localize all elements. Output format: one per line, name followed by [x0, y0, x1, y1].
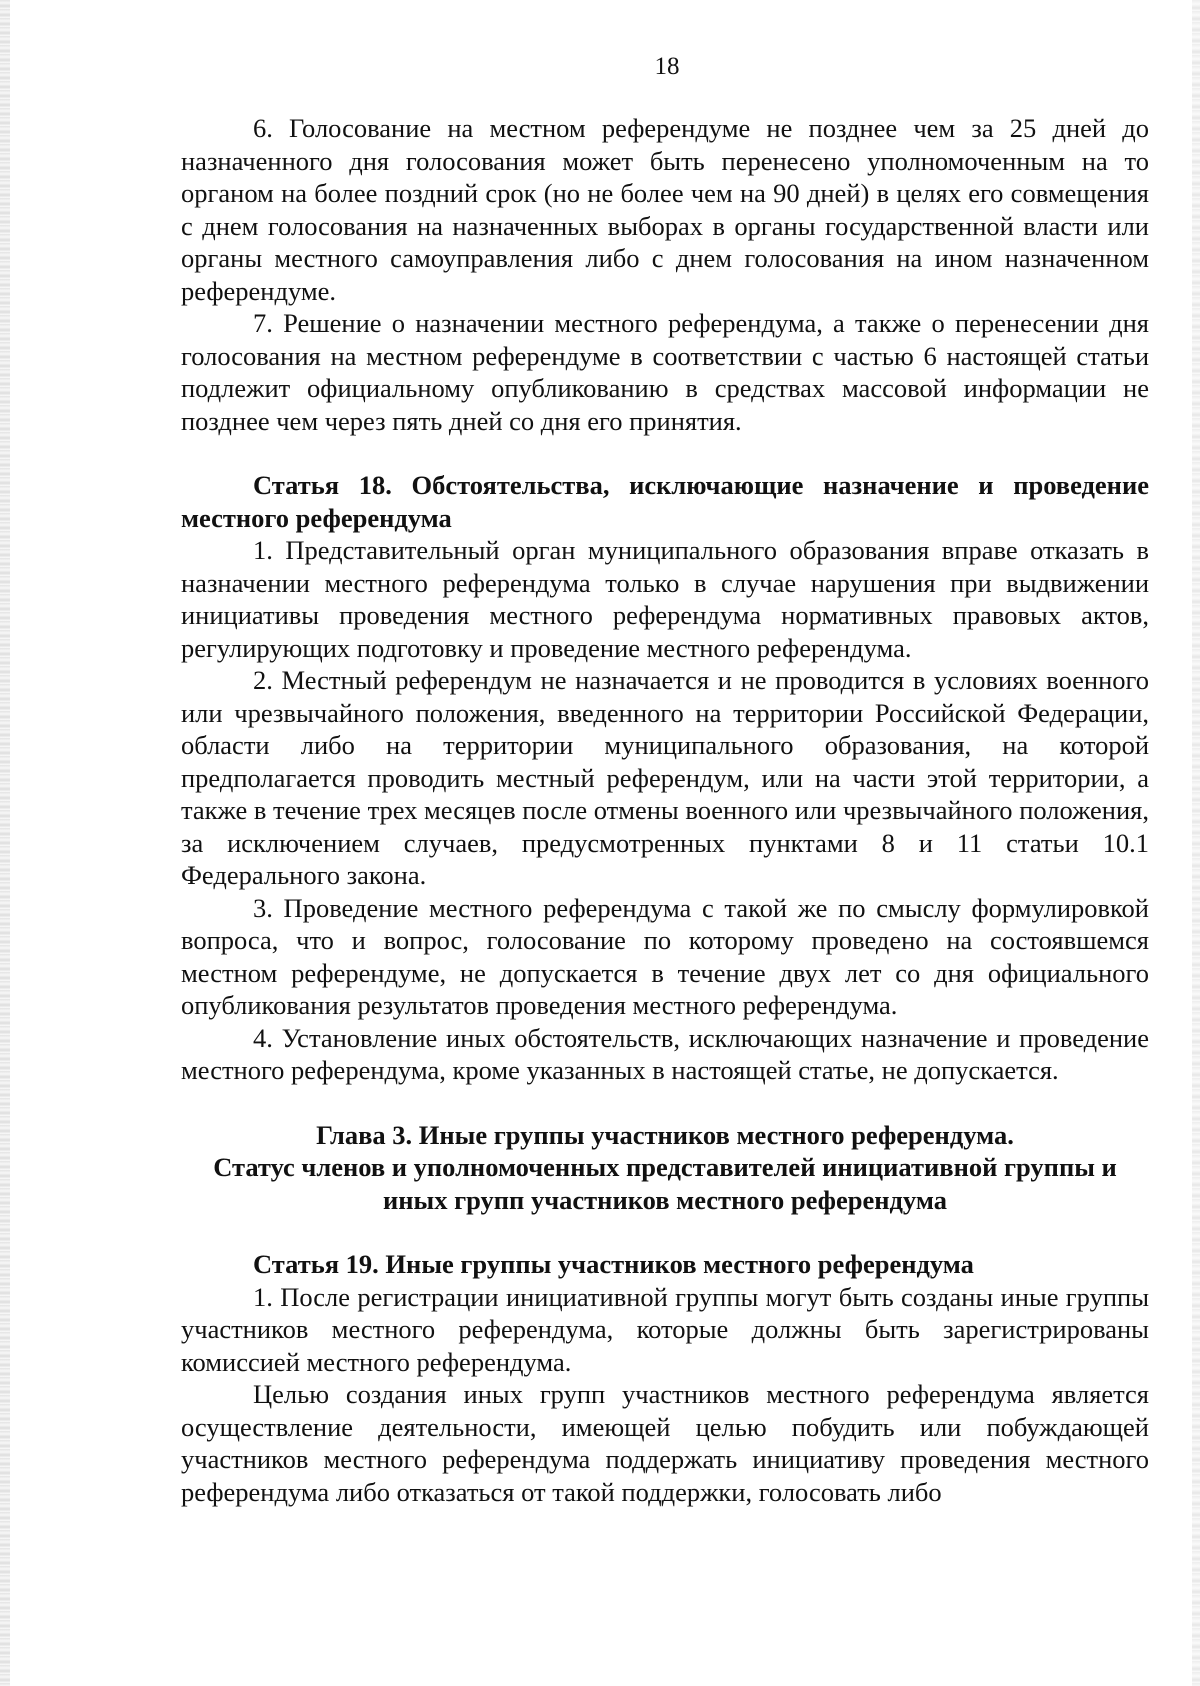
chapter-3-title-line-1: Глава 3. Иные группы участников местного референдума.: [316, 1119, 1014, 1150]
scan-edge-right: [1192, 0, 1200, 1686]
article-19-heading: Статья 19. Иные группы участников местного референдума: [253, 1249, 974, 1279]
article-18-paragraph-3: 3. Проведение местного референдума с такой же по смыслу формулировкой вопроса, что и вопрос, голосование по которому проведено на состоявшемся местном референдуме, не допускается в течение двух лет со дня официального опубликования результатов проведения местного референдума.: [181, 892, 1149, 1020]
article-18-heading: Статья 18. Обстоятельства, исключающие назначение и проведение местного референдума: [181, 470, 1149, 533]
article-18-paragraph-2: 2. Местный референдум не назначается и не проводится в условиях военного или чрезвычайного положения, введенного на территории Российской Федерации, области либо на территории муниципального образования, на которой предполагается проводить местный референдум, или на части этой территории, а также в течение трех месяцев после отмены военного или чрезвычайного положения, за исключением случаев, предусмотренных пунктами 8 и 11 статьи 10.1 Федерального закона.: [181, 665, 1149, 890]
article-19-paragraph-1: 1. После регистрации инициативной группы могут быть созданы иные группы участников местного референдума, которые должны быть зарегистрированы комиссией местного референдума.: [181, 1281, 1149, 1377]
chapter-3-title-line-3: иных групп участников местного референдума: [383, 1184, 947, 1215]
article-18-paragraph-4: 4. Установление иных обстоятельств, исключающих назначение и проведение местного референдума, кроме указанных в настоящей статье, не допускается.: [181, 1022, 1149, 1085]
chapter-3-heading: [181, 1119, 1149, 1217]
paragraph-6: 6. Голосование на местном референдуме не позднее чем за 25 дней до назначенного дня голосования может быть перенесено уполномоченным на то органом на более поздний срок (но не более чем на 90 дней) в целях его совмещения с днем голосования на назначенных выборах в органы государственной власти или органы местного самоуправления либо с днем голосования на ином назначенном референдуме.: [181, 113, 1149, 306]
scan-edge-left: [0, 0, 10, 1686]
article-18-paragraph-1: 1. Представительный орган муниципального образования вправе отказать в назначении местного референдума только в случае нарушения при выдвижении инициативы проведения местного референдума нормативных правовых актов, регулирующих подготовку и проведение местного референдума.: [181, 535, 1149, 663]
paragraph-7: 7. Решение о назначении местного референдума, а также о перенесении дня голосования на местном референдуме в соответствии с частью 6 настоящей статьи подлежит официальному опубликованию в средствах массовой информации не позднее чем через пять дней со дня его принятия.: [181, 308, 1149, 436]
document-body: [181, 112, 1149, 1508]
article-19-paragraph-2: Целью создания иных групп участников местного референдума является осуществление деятельности, имеющей целью побудить или побуждающей участников местного референдума поддержать инициативу проведения местного референдума либо отказаться от такой поддержки, голосовать либо: [181, 1379, 1149, 1507]
page-number: 18: [654, 53, 680, 80]
chapter-3-title-line-2: Статус членов и уполномоченных представителей инициативной группы и: [213, 1152, 1117, 1182]
